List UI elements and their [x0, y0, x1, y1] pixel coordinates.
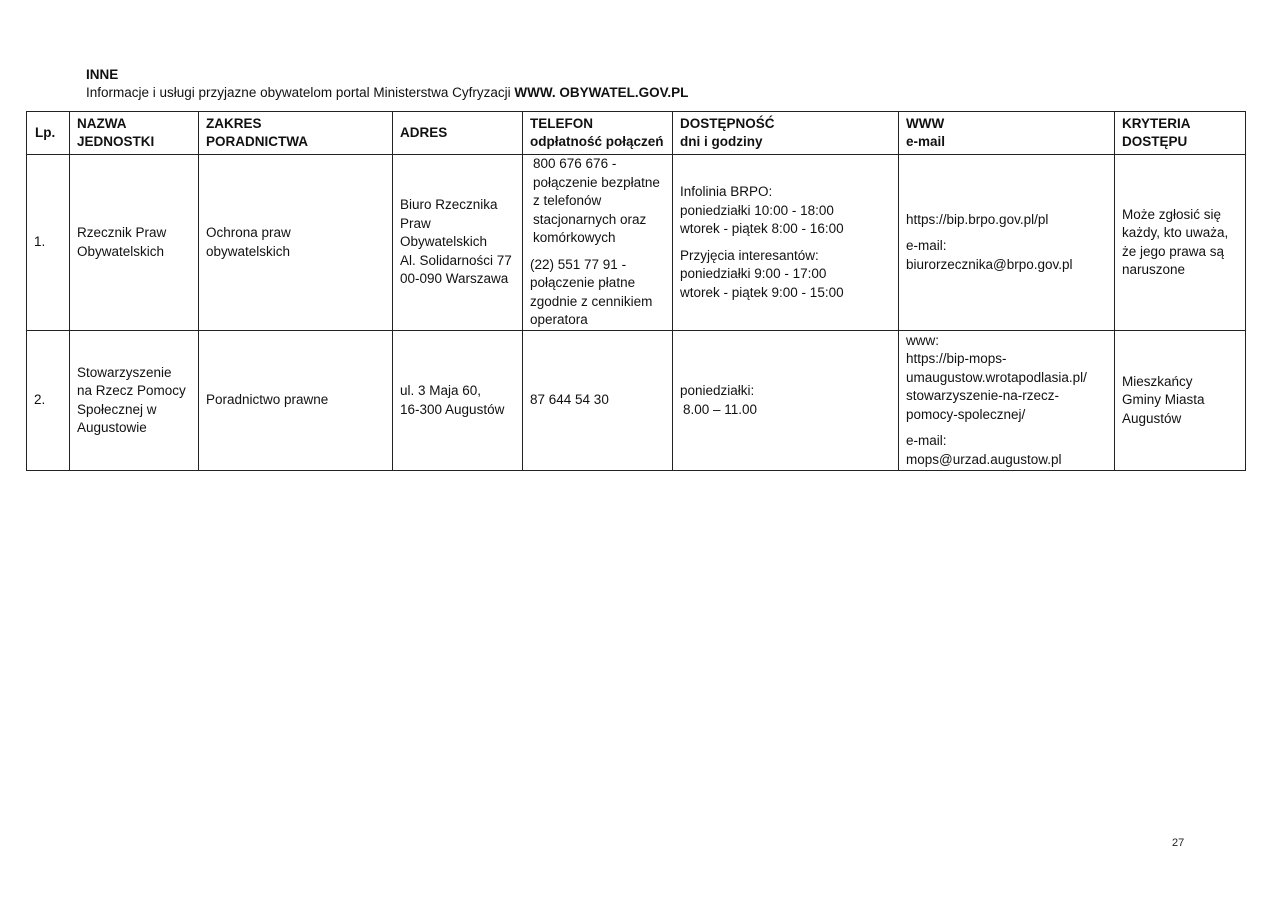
section-heading: [86, 66, 688, 102]
page-number: 27: [1172, 837, 1185, 849]
cell-lp: 1.: [27, 155, 70, 331]
table-header-row: [27, 112, 1246, 155]
email-link[interactable]: biurorzecznika@brpo.gov.pl: [906, 256, 1073, 272]
cell-criteria: Mieszkańcy Gminy Miasta Augustów: [1115, 331, 1246, 471]
cell-availability: poniedziałki: 8.00 – 11.00: [673, 331, 899, 471]
header-criteria: KRYTERIA DOSTĘPU: [1115, 112, 1246, 155]
cell-availability: Infolinia BRPO: poniedziałki 10:00 - 18:00 wtorek - piątek 8:00 - 16:00 Przyjęcia interesantów: poniedziałki 9:00 - 17:00 wtorek - piątek 9:00 - 15:00: [673, 155, 899, 331]
table-row: [27, 331, 1246, 471]
header-address: ADRES: [393, 112, 523, 155]
section-title: INNE: [86, 67, 119, 82]
cell-address: Biuro Rzecznika Praw Obywatelskich Al. Solidarności 77 00-090 Warszawa: [393, 155, 523, 331]
cell-www-email: https://bip.brpo.gov.pl/pl e-mail: biurorzecznika@brpo.gov.pl: [899, 155, 1115, 331]
cell-scope: Ochrona praw obywatelskich: [199, 155, 393, 331]
cell-phone: [523, 331, 673, 471]
section-intro: [86, 84, 688, 102]
legal-aid-table: [26, 111, 1246, 471]
intro-portal-link[interactable]: WWW. OBYWATEL.GOV.PL: [514, 85, 689, 100]
header-name: NAZWA JEDNOSTKI: [70, 112, 199, 155]
www-link[interactable]: https://bip.brpo.gov.pl/pl: [906, 211, 1049, 227]
cell-lp: 2.: [27, 331, 70, 471]
cell-www-email: www: https://bip-mops- umaugustow.wrotapodlasia.pl/ stowarzyszenie-na-rzecz- pomocy-spolecznej/ e-mail: mops@urzad.augustow.pl: [899, 331, 1115, 471]
phone-number: 87 644 54 30: [530, 392, 609, 408]
header-phone: TELEFON odpłatność połączeń: [523, 112, 673, 155]
cell-phone: 800 676 676 - połączenie bezpłatne z telefonów stacjonarnych oraz komórkowych (22) 551 77 91 - połączenie płatne zgodnie z cennikiem operatora: [523, 155, 673, 331]
phone-free-number: 800 676 676 -: [533, 156, 617, 172]
cell-criteria: Może zgłosić się każdy, kto uważa, że jego prawa są naruszone: [1115, 155, 1246, 331]
header-availability: DOSTĘPNOŚĆ dni i godziny: [673, 112, 899, 155]
table-row: [27, 155, 1246, 331]
www-link[interactable]: https://bip-mops- umaugustow.wrotapodlasia.pl/ stowarzyszenie-na-rzecz- pomocy-spolecznej/: [906, 351, 1087, 422]
cell-scope: Poradnictwo prawne: [199, 331, 393, 471]
intro-text: Informacje i usługi przyjazne obywatelom portal Ministerstwa Cyfryzacji: [86, 85, 515, 100]
header-scope: ZAKRES PORADNICTWA: [199, 112, 393, 155]
cell-name: Rzecznik Praw Obywatelskich: [70, 155, 199, 331]
header-www-email: WWW e-mail: [899, 112, 1115, 155]
cell-address: ul. 3 Maja 60, 16-300 Augustów: [393, 331, 523, 471]
cell-name: Stowarzyszenie na Rzecz Pomocy Społecznej w Augustowie: [70, 331, 199, 471]
header-lp: Lp.: [27, 112, 70, 155]
phone-paid-number: (22) 551 77 91 -: [530, 256, 627, 272]
email-link[interactable]: mops@urzad.augustow.pl: [906, 451, 1062, 467]
